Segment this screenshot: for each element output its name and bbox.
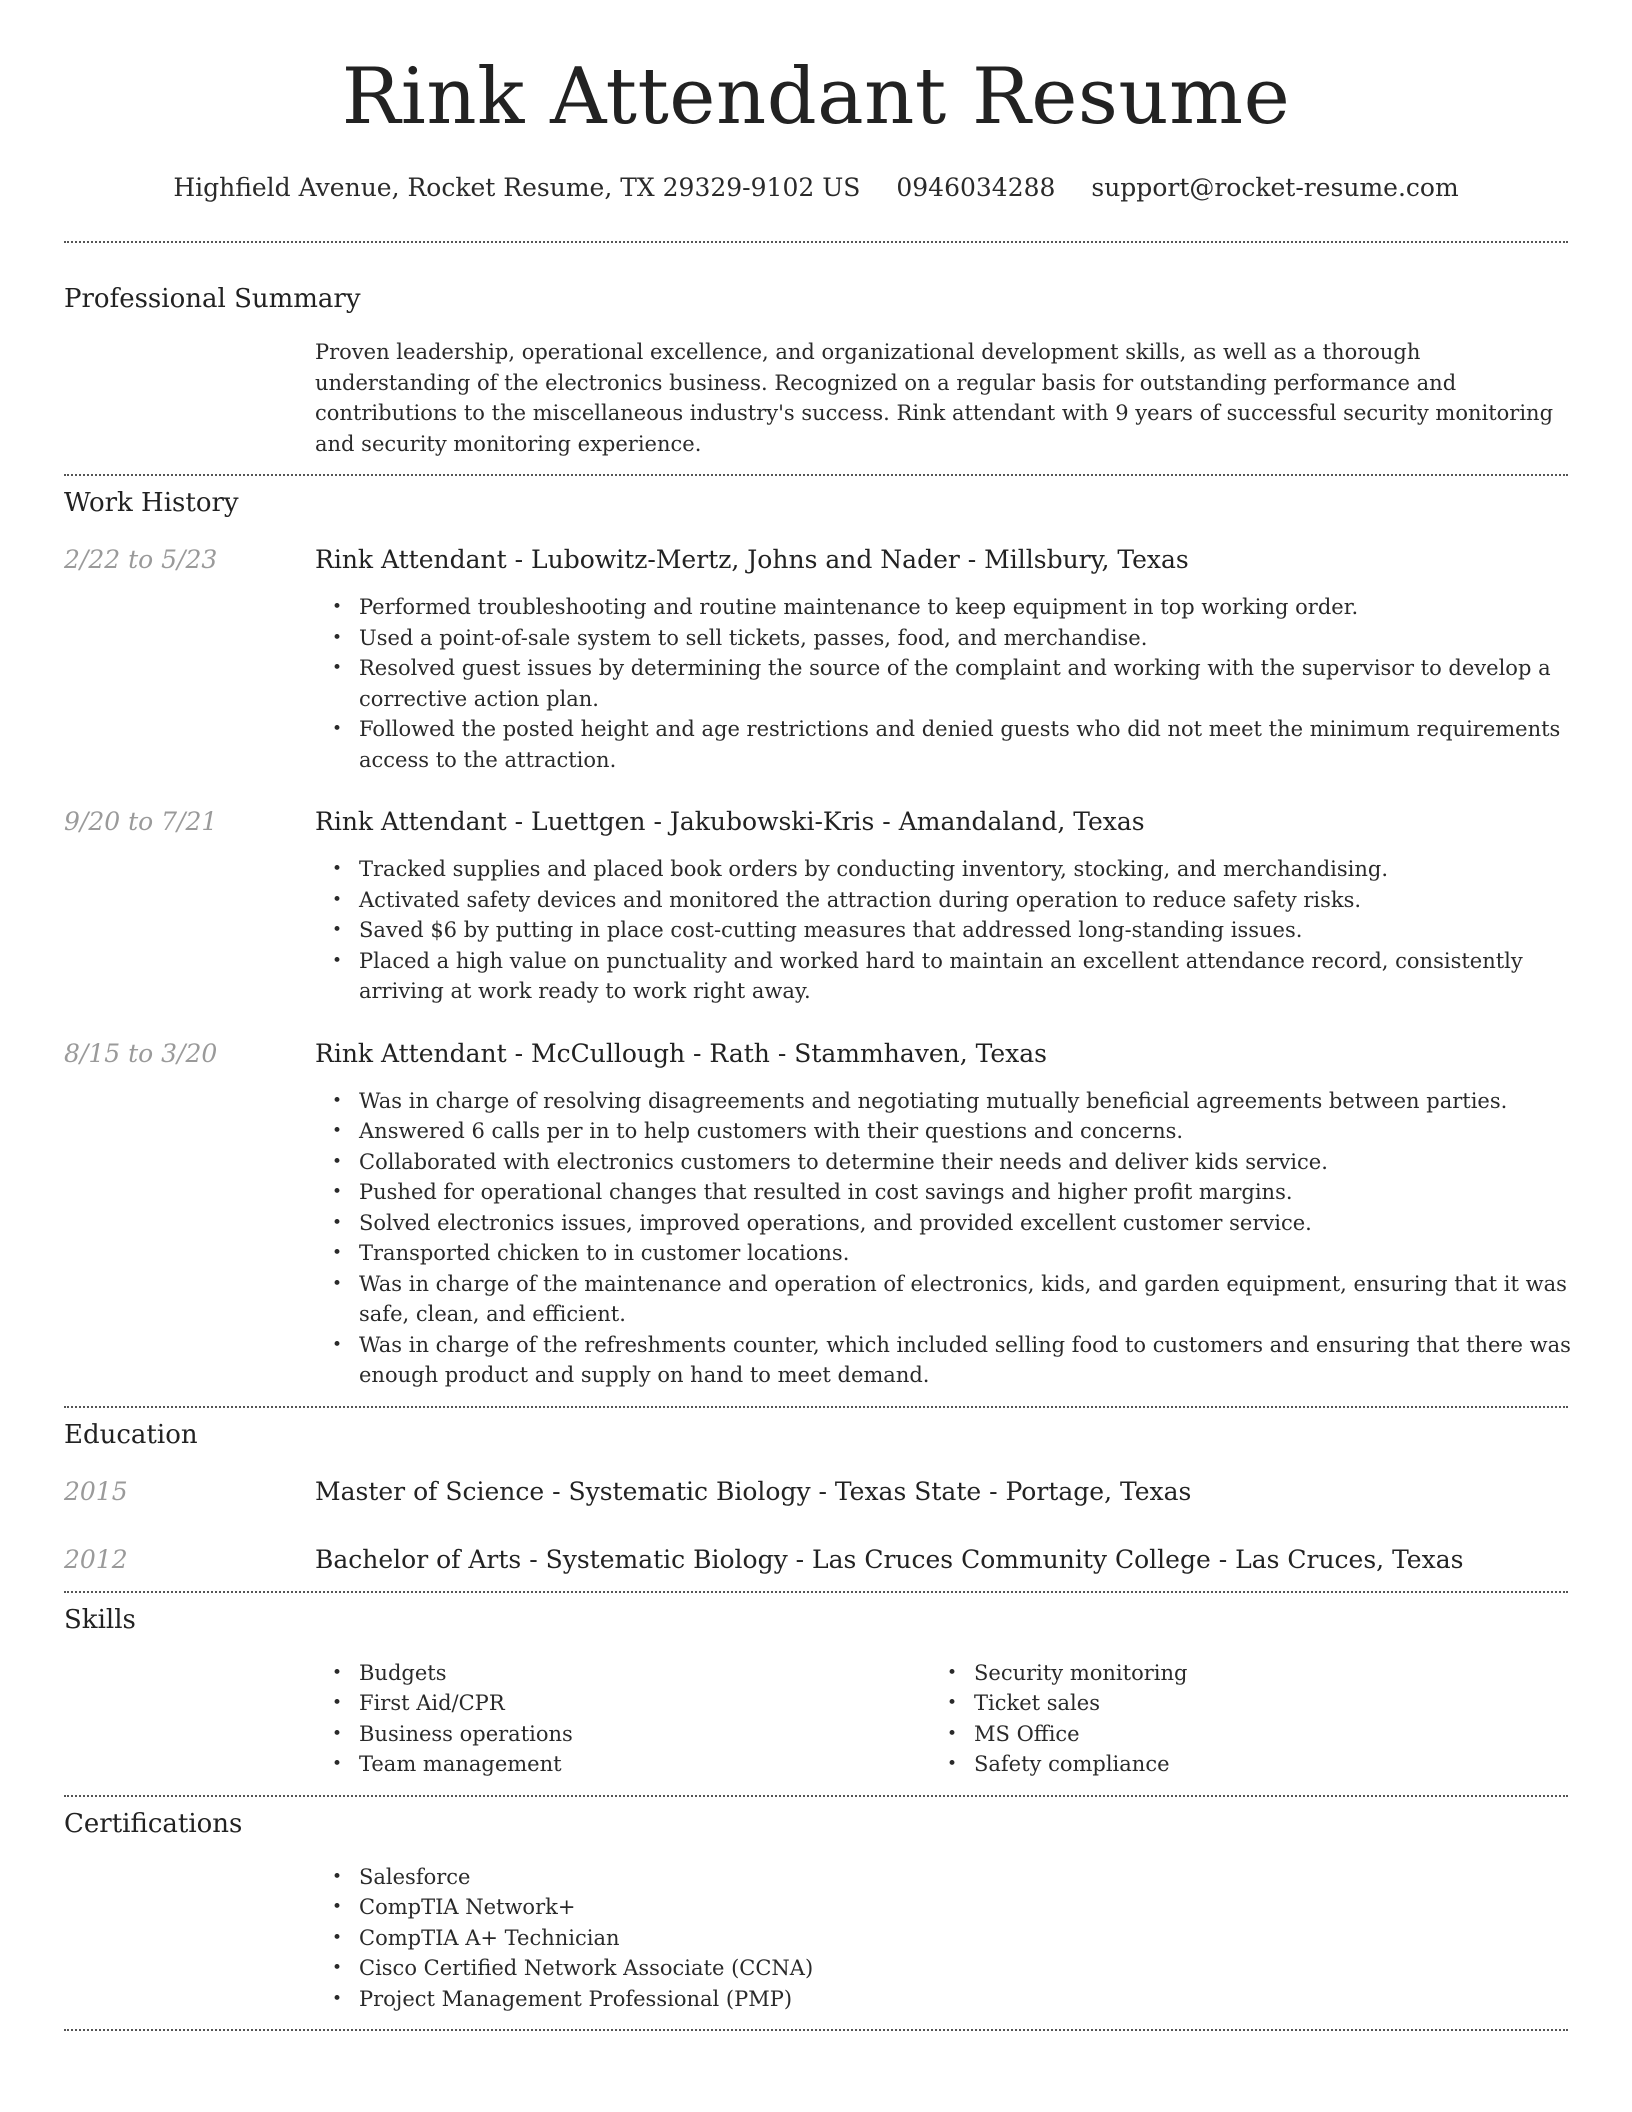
list-item: • Placed a high value on punctuality and worked hard to maintain an excellent attendance record, consistently arriving at work ready to work right away. [359, 946, 1589, 1007]
certification-item: • CompTIA A+ Technician [359, 1923, 1589, 1954]
resume-page [64, 0, 1571, 2031]
certification-item: • CompTIA Network+ [359, 1892, 1589, 1923]
section-heading-summary: Professional Summary [64, 284, 361, 314]
job-title: Rink Attendant - McCullough - Rath - Stammhaven, Texas [315, 1038, 1047, 1068]
list-item: • Was in charge of the refreshments counter, which included selling food to customers and ensuring that there was enough product and supply on hand to meet demand. [359, 1330, 1589, 1391]
list-item: • Tracked supplies and placed book orders by conducting inventory, stocking, and merchandising. [359, 854, 1589, 885]
list-item: • Performed troubleshooting and routine maintenance to keep equipment in top working order. [359, 592, 1589, 623]
list-item: • Collaborated with electronics customers to determine their needs and deliver kids service. [359, 1147, 1589, 1178]
skill-item: • Budgets [359, 1658, 679, 1689]
page-title: Rink Attendant Resume [341, 52, 1291, 142]
contact-line [64, 172, 1568, 204]
job-bullets [64, 592, 1589, 775]
email: support@rocket-resume.com [1091, 173, 1459, 202]
certification-item: • Project Management Professional (PMP) [359, 1984, 1589, 2015]
certifications-list [64, 1862, 1589, 2015]
divider [64, 1591, 1568, 1593]
education-date: 2012 [64, 1544, 128, 1574]
divider [64, 1406, 1568, 1408]
skill-item: • Safety compliance [974, 1749, 1294, 1780]
education-title: Bachelor of Arts - Systematic Biology - Las Cruces Community College - Las Cruces, Texas [315, 1544, 1464, 1574]
job-entry [64, 806, 1568, 1007]
certification-item: • Cisco Certified Network Associate (CCNA) [359, 1953, 1589, 1984]
divider [64, 474, 1568, 476]
summary-text: Proven leadership, operational excellence, and organizational development skills, as well as a thorough understanding of the electronics business. Recognized on a regular basis for outstanding performance and contributions to the miscellaneous industry's success. Rink attendant with 9 years of successful security monitoring and security monitoring experience. [315, 340, 1554, 456]
divider [64, 1795, 1568, 1797]
section-heading-work: Work History [64, 488, 239, 518]
education-date: 2015 [64, 1476, 128, 1506]
job-bullets [64, 854, 1589, 1007]
skills-column-left [64, 1658, 679, 1780]
skills-column-right [679, 1658, 1294, 1780]
phone: 0946034288 [896, 173, 1056, 202]
job-entry [64, 1038, 1571, 1391]
list-item: • Transported chicken to in customer locations. [359, 1238, 1589, 1269]
skill-item: • Team management [359, 1749, 679, 1780]
job-header [64, 806, 1568, 838]
list-item: • Saved $6 by putting in place cost-cutting measures that addressed long-standing issues. [359, 915, 1589, 946]
address: Highfield Avenue, Rocket Resume, TX 29329-9102 US [173, 173, 861, 202]
section-heading-skills: Skills [64, 1604, 136, 1635]
certification-item: • Salesforce [359, 1862, 1589, 1893]
job-header [64, 1038, 1568, 1070]
list-item: • Answered 6 calls per in to help customers with their questions and concerns. [359, 1116, 1589, 1147]
skill-item: • MS Office [974, 1719, 1294, 1750]
list-item: • Activated safety devices and monitored the attraction during operation to reduce safety risks. [359, 885, 1589, 916]
list-item: • Used a point-of-sale system to sell tickets, passes, food, and merchandise. [359, 623, 1589, 654]
job-date: 2/22 to 5/23 [64, 545, 218, 574]
job-bullets [64, 1086, 1589, 1391]
list-item: • Pushed for operational changes that resulted in cost savings and higher profit margins. [359, 1177, 1589, 1208]
job-title: Rink Attendant - Luettgen - Jakubowski-Kris - Amandaland, Texas [315, 807, 1145, 836]
education-entry [64, 1544, 1568, 1576]
skill-item: • Security monitoring [974, 1658, 1294, 1689]
education-title: Master of Science - Systematic Biology - Texas State - Portage, Texas [315, 1476, 1192, 1506]
list-item: • Solved electronics issues, improved operations, and provided excellent customer service. [359, 1208, 1589, 1239]
divider [64, 241, 1568, 243]
job-header [64, 544, 1568, 576]
list-item: • Was in charge of resolving disagreements and negotiating mutually beneficial agreements between parties. [359, 1086, 1589, 1117]
list-item: • Resolved guest issues by determining the source of the complaint and working with the supervisor to develop a corrective action plan. [359, 653, 1589, 714]
job-entry [64, 544, 1568, 775]
skill-item: • Business operations [359, 1719, 679, 1750]
job-date: 9/20 to 7/21 [64, 807, 218, 836]
skill-item: • First Aid/CPR [359, 1688, 679, 1719]
job-title: Rink Attendant - Lubowitz-Mertz, Johns and Nader - Millsbury, Texas [315, 545, 1189, 574]
divider [64, 2029, 1568, 2031]
skill-item: • Ticket sales [974, 1688, 1294, 1719]
list-item: • Was in charge of the maintenance and operation of electronics, kids, and garden equipment, ensuring that it was safe, clean, and efficient. [359, 1269, 1589, 1330]
education-entry [64, 1476, 1568, 1508]
skills-list [64, 1658, 1568, 1780]
job-date: 8/15 to 3/20 [64, 1038, 218, 1068]
list-item: • Followed the posted height and age restrictions and denied guests who did not meet the minimum requirements access to the attraction. [359, 714, 1589, 775]
section-heading-education: Education [64, 1419, 198, 1450]
section-heading-certifications: Certifications [64, 1808, 243, 1839]
